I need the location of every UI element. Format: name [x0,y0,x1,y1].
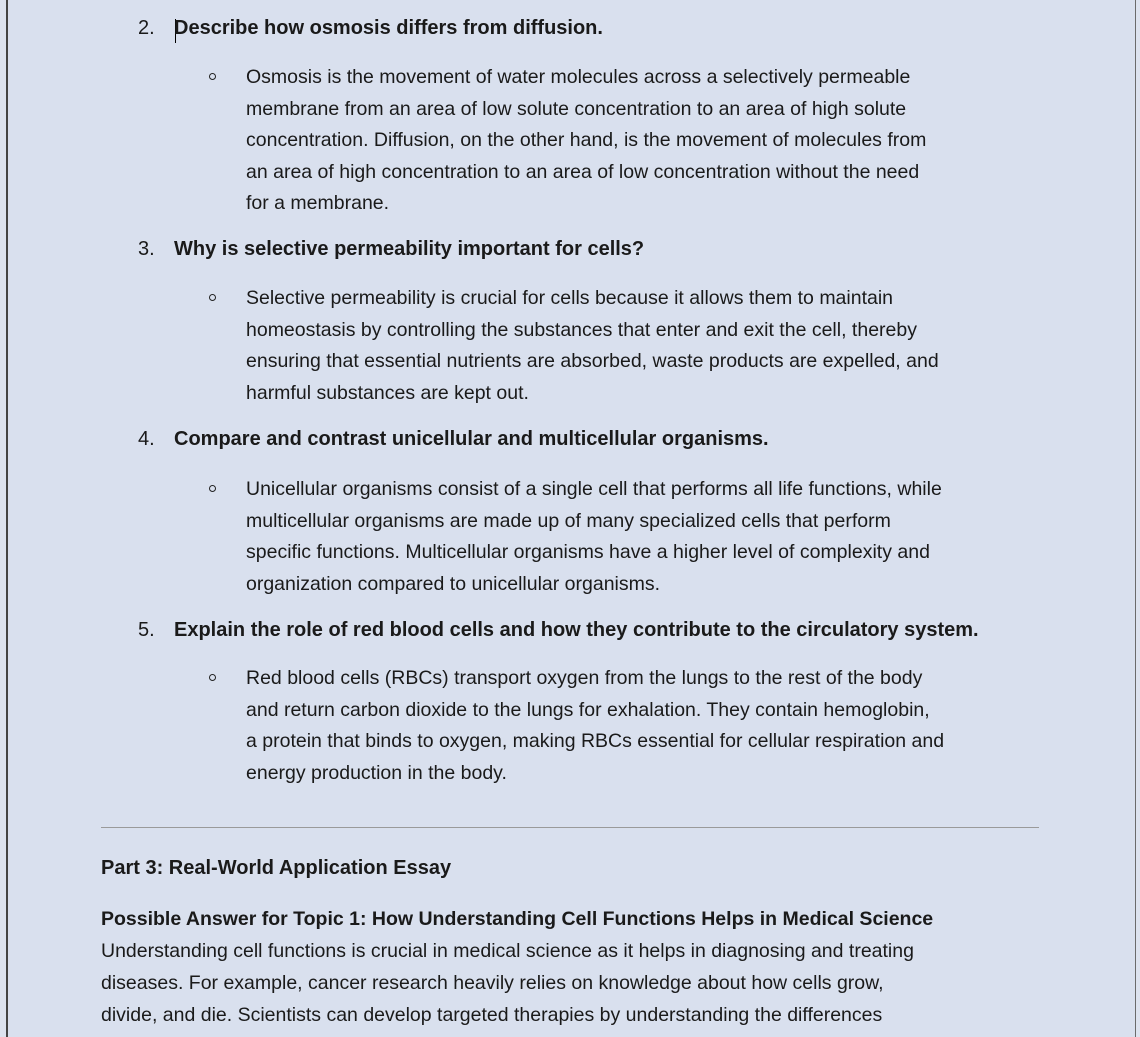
hollow-bullet-icon [209,73,216,80]
hollow-bullet-icon [209,485,216,492]
question-number: 3. [138,238,155,260]
section-heading[interactable]: Part 3: Real-World Application Essay [101,857,452,879]
answer-text[interactable]: Red blood cells (RBCs) transport oxygen from the lungs to the rest of the body and return carbon dioxide to the lungs for exhalation. They contain hemoglobin, a protein that binds to oxygen, making RBCs essential for cellular respiration and energy production in the body. [246,667,945,784]
essay-answer[interactable] [101,903,933,1031]
horizontal-divider [101,827,1039,828]
question-number: 5. [138,619,155,641]
question-text[interactable]: Describe how osmosis differs from diffusion. [174,17,603,39]
hollow-bullet-icon [209,294,216,301]
question-text[interactable]: Explain the role of red blood cells and how they contribute to the circulatory system. [174,619,979,641]
essay-title: Possible Answer for Topic 1: How Understanding Cell Functions Helps in Medical Science [101,908,934,930]
answer-text[interactable]: Osmosis is the movement of water molecules across a selectively permeable membrane from an area of low solute concentration to an area of high solute concentration. Diffusion, on the other hand, is the movement of molecules from an area of high concentration to an area of low concentration without the need for a membrane. [246,66,927,214]
hollow-bullet-icon [209,674,216,681]
document-page [6,0,1136,1037]
question-text[interactable]: Why is selective permeability important for cells? [174,238,645,260]
answer-text[interactable]: Unicellular organisms consist of a single cell that performs all life functions, while multicellular organisms are made up of many specialized cells that perform specific functions. Multicellular organisms have a higher level of complexity and organization compared to unicellular organisms. [246,478,942,595]
essay-line: diseases. For example, cancer research heavily relies on knowledge about how cells grow, [101,972,884,994]
question-text[interactable]: Compare and contrast unicellular and multicellular organisms. [174,428,769,450]
essay-line: divide, and die. Scientists can develop targeted therapies by understanding the differences [101,1004,883,1026]
question-number: 4. [138,428,155,450]
essay-line: Understanding cell functions is crucial in medical science as it helps in diagnosing and treating [101,940,914,962]
answer-text[interactable]: Selective permeability is crucial for cells because it allows them to maintain homeostasis by controlling the substances that enter and exit the cell, thereby ensuring that essential nutrients are absorbed, waste products are expelled, and harmful substances are kept out. [246,287,939,404]
question-number: 2. [138,17,155,39]
